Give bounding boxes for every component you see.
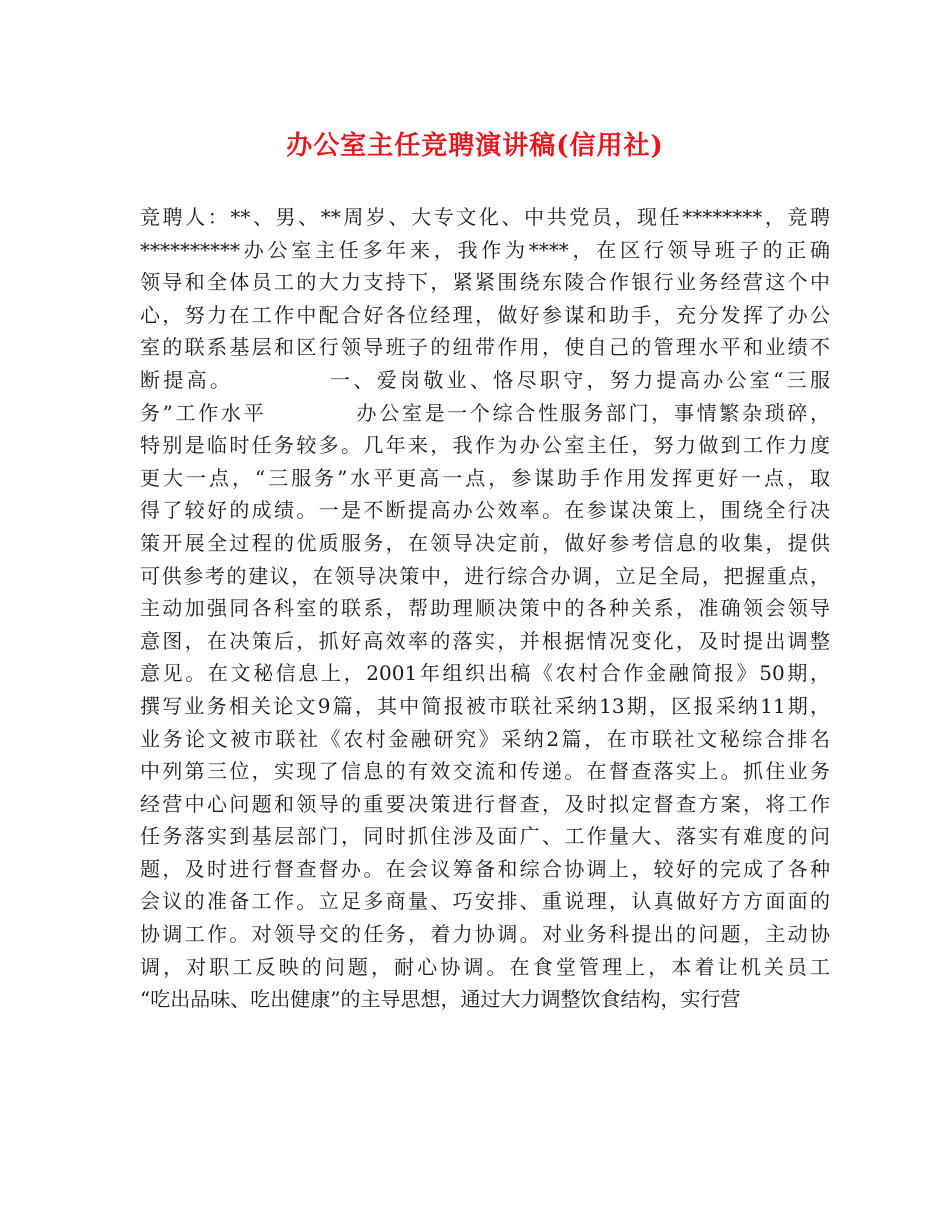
- body-line: 调，对职工反映的问题，耐心协调。在食堂管理上，本着让机关员工: [140, 954, 830, 979]
- body-line: 意图，在决策后，抓好高效率的落实，并根据情况变化，及时提出调整: [140, 628, 830, 653]
- body-line: 心，努力在工作中配合好各位经理，做好参谋和助手，充分发挥了办公: [140, 302, 830, 327]
- body-line: 更大一点，“三服务”水平更高一点，参谋助手作用发挥更好一点，取: [140, 465, 830, 490]
- body-line: 中列第三位，实现了信息的有效交流和传递。在督查落实上。抓住业务: [140, 759, 830, 784]
- body-line: 竞聘人：**、男、**周岁、大专文化、中共党员，现任********，竞聘: [140, 205, 830, 229]
- body-line: 主动加强同各科室的联系，帮助理顺决策中的各种关系，准确领会领导: [140, 596, 830, 621]
- document-title: 办公室主任竞聘演讲稿(信用社): [286, 131, 664, 161]
- body-line: “吃出品味、吃出健康”的主导思想，通过大力调整饮食结构，实行营: [140, 987, 741, 1012]
- body-line: 领导和全体员工的大力支持下，紧紧围绕东陵合作银行业务经营这个中: [140, 270, 830, 295]
- body-line: 断提高。 一、爱岗敬业、恪尽职守，努力提高办公室“三服: [140, 367, 830, 392]
- body-line: 特别是临时任务较多。几年来，我作为办公室主任，努力做到工作力度: [140, 433, 830, 458]
- body-line: 意见。在文秘信息上，2001年组织出稿《农村合作金融简报》50期，: [140, 661, 830, 686]
- document-body: [140, 201, 830, 1016]
- body-line: 业务论文被市联社《农村金融研究》采纳2篇，在市联社文秘综合排名: [140, 726, 830, 751]
- body-line: 协调工作。对领导交的任务，着力协调。对业务科提出的问题，主动协: [140, 922, 830, 947]
- body-line: 策开展全过程的优质服务，在领导决定前，做好参考信息的收集，提供: [140, 530, 830, 555]
- body-line: 务”工作水平 办公室是一个综合性服务部门，事情繁杂琐碎，: [140, 400, 830, 425]
- body-line: 任务落实到基层部门，同时抓住涉及面广、工作量大、落实有难度的问: [140, 824, 830, 849]
- body-line: 可供参考的建议，在领导决策中，进行综合办调，立足全局，把握重点，: [140, 563, 830, 588]
- body-line: **********办公室主任多年来，我作为****，在区行领导班子的正确: [140, 237, 830, 262]
- body-line: 题，及时进行督查督办。在会议筹备和综合协调上，较好的完成了各种: [140, 856, 830, 881]
- body-line: 撰写业务相关论文9篇，其中简报被市联社采纳13期，区报采纳11期，: [140, 693, 830, 718]
- body-line: 会议的准备工作。立足多商量、巧安排、重说理，认真做好方方面面的: [140, 889, 830, 914]
- body-line: 室的联系基层和区行领导班子的纽带作用，使自己的管理水平和业绩不: [140, 335, 830, 360]
- body-line: 经营中心问题和领导的重要决策进行督查，及时拟定督查方案，将工作: [140, 791, 830, 816]
- body-line: 得了较好的成绩。一是不断提高办公效率。在参谋决策上，围绕全行决: [140, 498, 830, 523]
